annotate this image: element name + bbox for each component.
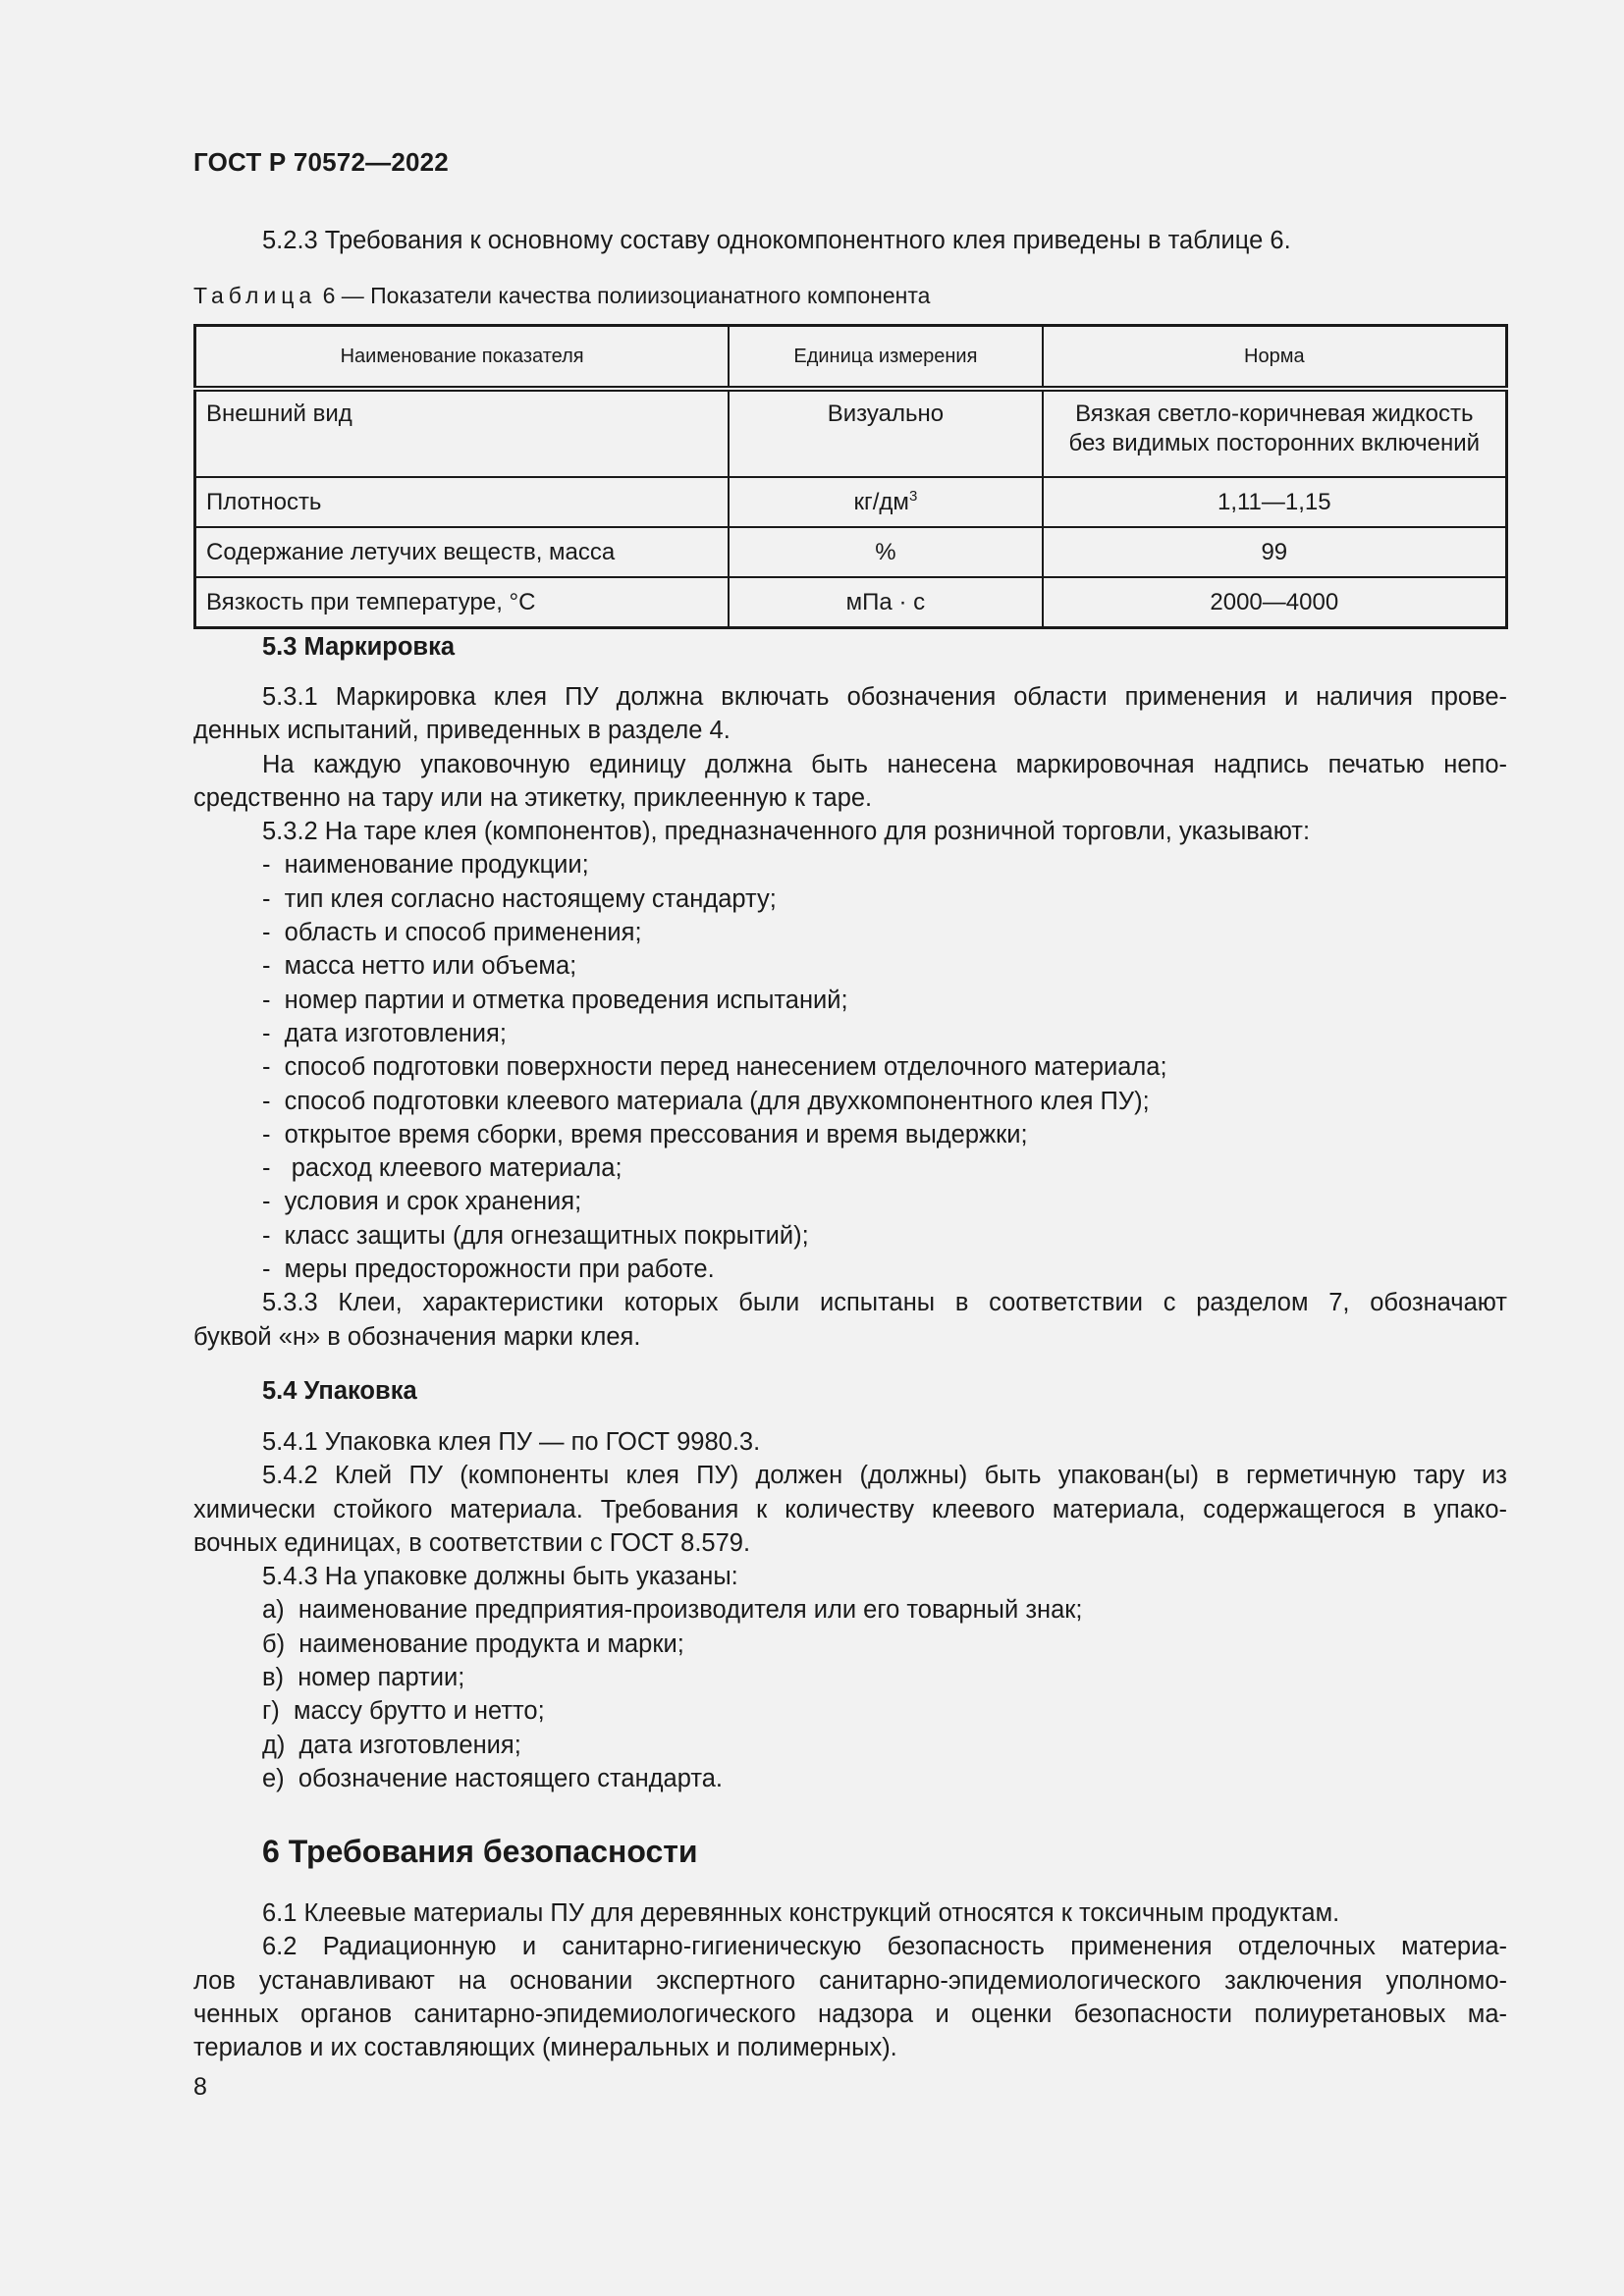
list-item: - масса нетто или объема;: [262, 952, 577, 981]
list-item: - способ подготовки поверхности перед нанесением отделочного материала;: [262, 1053, 1167, 1082]
table-row: [195, 477, 1507, 527]
section-title-5-3: 5.3 Маркировка: [262, 633, 456, 661]
page-number: 8: [193, 2073, 207, 2101]
table-cell: мПа · с: [729, 577, 1042, 628]
section-title-6: 6 Требования безопасности: [262, 1834, 698, 1869]
column-header: Норма: [1043, 326, 1507, 390]
table-cell: [1043, 389, 1507, 477]
column-header: Наименование показателя: [195, 326, 730, 390]
list-item: - тип клея согласно настоящему стандарту;: [262, 884, 777, 913]
column-header: Единица измерения: [729, 326, 1042, 390]
section-6-body: 6.1 Клеевые материалы ПУ для деревянных конструкций относятся к токсичным продуктам. 6.2 Радиационную и санитарно-гигиеническую безопасность применения отделочных материа- лов устанавливают на основании экспертного санитарно-эпидемиологического заключения уполномо- ченных органов санитарно-эпидемиологического надзора и оценки безопасности полиуретановых ма- териалов и их составляющих (минеральных и полимерных).: [193, 1899, 1507, 2062]
unit-superscript: 3: [908, 488, 918, 505]
list-item: - открытое время сборки, время прессования и время выдержки;: [262, 1120, 1028, 1148]
section-5-4-body: 5.4.1 Упаковка клея ПУ — по ГОСТ 9980.3. 5.4.2 Клей ПУ (компоненты клея ПУ) должен (должны) быть упакован(ы) в герметичную тару из химически стойкого материала. Требования к количеству клеевого материала, содержащегося в упако- вочных единицах, в соответствии с ГОСТ 8.579. 5.4.3 На упаковке должны быть указаны: а) наименование предприятия-производителя или его товарный знак; б) наименование продукта и марки; в) номер партии; г) массу брутто и нетто; д) дата изготовления; е) обозначение настоящего стандарта.: [193, 1425, 1507, 1795]
list-item: - меры предосторожности при работе.: [262, 1255, 715, 1284]
table-cell: Плотность: [195, 477, 730, 527]
list-item: - условия и срок хранения;: [262, 1188, 582, 1216]
list-item: - способ подготовки клеевого материала (для двухкомпонентного клея ПУ);: [262, 1087, 1150, 1115]
document-header: ГОСТ Р 70572—2022: [193, 147, 449, 177]
table-cell: Содержание летучих веществ, масса: [195, 527, 730, 577]
list-item: е) обозначение настоящего стандарта.: [262, 1764, 724, 1792]
table-cell: Вязкость при температуре, °С: [195, 577, 730, 628]
table-cell: 99: [1043, 527, 1507, 577]
table-caption-label: Таблица: [193, 283, 317, 308]
table-cell: 2000—4000: [1043, 577, 1507, 628]
list-item: в) номер партии;: [262, 1664, 465, 1692]
table-header-row: [195, 326, 1507, 390]
list-item: а) наименование предприятия-производителя или его товарный знак;: [262, 1596, 1083, 1625]
list-item: б) наименование продукта и марки;: [262, 1629, 684, 1658]
norm-line: Вязкая светло-коричневая жидкость: [1075, 400, 1474, 427]
list-item: - область и способ применения;: [262, 919, 642, 947]
list-item: д) дата изготовления;: [262, 1731, 521, 1759]
table-cell: [729, 477, 1042, 527]
table-cell: Визуально: [729, 389, 1042, 477]
norm-line: без видимых посторонних включений: [1068, 430, 1481, 456]
table-caption-title: 6 — Показатели качества полиизоцианатного компонента: [316, 283, 931, 308]
list-item: - класс защиты (для огнезащитных покрытий);: [262, 1221, 809, 1250]
table-row: [195, 389, 1507, 477]
list-item: - наименование продукции;: [262, 851, 589, 880]
table-caption: [193, 283, 930, 309]
section-5-3-body: 5.3.1 Маркировка клея ПУ должна включать обозначения области применения и наличия прове- денных испытаний, приведенных в разделе 4. На каждую упаковочную единицу должна быть нанесена маркировочная надпись печатью непо- средственно на тару или на этикетку, приклеенную к таре. 5.3.2 На таре клея (компонентов), предназначенного для розничной торговли, указывают: - наименование продукции; - тип клея согласно настоящему стандарту; - область и способ применения; - масса нетто или объема; - номер партии и отметка проведения испытаний; - дата изготовления; - способ подготовки поверхности перед нанесением отделочного материала; - способ подготовки клеевого материала (для двухкомпонентного клея ПУ); - открытое время сборки, время прессования и время выдержки; - расход клеевого материала; - условия и срок хранения; - класс защиты (для огнезащитных покрытий); - меры предосторожности при работе. 5.3.3 Клеи, характеристики которых были испытаны в соответствии с разделом 7, обозначают буквой «н» в обозначения марки клея.: [193, 683, 1507, 1351]
table-cell: Внешний вид: [195, 389, 730, 477]
unit-text: кг/дм: [853, 489, 909, 515]
table-cell: 1,11—1,15: [1043, 477, 1507, 527]
paragraph-5-2-3: 5.2.3 Требования к основному составу однокомпонентного клея приведены в таблице 6.: [262, 227, 1291, 254]
table-row: [195, 577, 1507, 628]
table-6: [193, 324, 1508, 629]
table-cell: %: [729, 527, 1042, 577]
list-item: г) массу брутто и нетто;: [262, 1697, 545, 1726]
list-item: - расход клеевого материала;: [262, 1154, 623, 1183]
section-title-5-4: 5.4 Упаковка: [262, 1377, 417, 1405]
list-item: - дата изготовления;: [262, 1019, 507, 1047]
list-item: - номер партии и отметка проведения испытаний;: [262, 986, 848, 1014]
table-row: [195, 527, 1507, 577]
